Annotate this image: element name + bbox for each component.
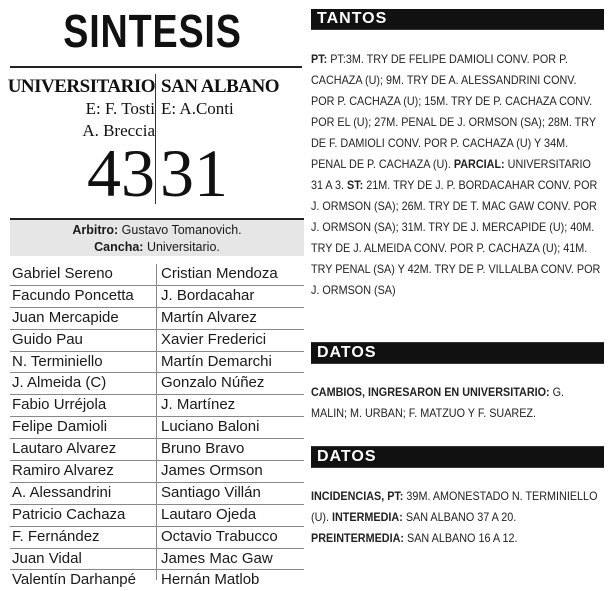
intermedia-label: INTERMEDIA: — [332, 510, 403, 524]
datos2-text — [311, 486, 601, 549]
intermedia-text: SAN ALBANO 37 A 20. — [405, 510, 517, 524]
home-assistant-coach: A. Breccia — [82, 121, 155, 140]
home-player: Guido Pau — [12, 330, 83, 348]
datos1-header: DATOS — [311, 343, 604, 363]
left-column — [0, 0, 305, 590]
away-team-name: SAN ALBANO — [161, 76, 279, 97]
tantos-header: TANTOS — [311, 9, 604, 29]
away-player: J. Martínez — [161, 396, 236, 414]
away-player: Bruno Bravo — [161, 440, 245, 458]
datos2-header: DATOS — [311, 447, 604, 467]
away-player: Martín Demarchi — [161, 352, 272, 370]
parcial-label: PARCIAL: — [453, 157, 505, 171]
home-player: Fabio Urréjola — [12, 396, 107, 414]
datos1-text — [311, 382, 601, 424]
home-score: 43 — [87, 135, 155, 211]
title-rule — [10, 66, 302, 68]
home-player: A. Alessandrini — [12, 483, 112, 501]
home-player: J. Almeida (C) — [12, 374, 107, 392]
roster-row — [10, 483, 304, 505]
referee-value: Gustavo Tomanovich. — [121, 223, 242, 237]
roster-row — [10, 373, 304, 395]
away-player: Xavier Frederici — [161, 330, 267, 348]
roster-row — [10, 439, 304, 461]
away-player: James Mac Gaw — [161, 549, 273, 567]
score-divider — [155, 74, 156, 204]
home-team-name: UNIVERSITARIO — [7, 76, 155, 97]
roster-row — [10, 352, 304, 374]
parcial-text: UNIVERSITARIO 31 A 3. — [311, 157, 591, 192]
roster-row — [10, 395, 304, 417]
away-score: 31 — [160, 135, 228, 211]
away-player: Gonzalo Núñez — [161, 374, 265, 392]
home-player: Patricio Cachaza — [12, 505, 126, 523]
venue-label: Cancha: — [94, 240, 144, 254]
home-player: N. Terminiello — [12, 352, 103, 370]
referee-label: Arbitro: — [72, 223, 119, 237]
away-player: Octavio Trabucco — [161, 527, 278, 545]
roster-table — [10, 264, 304, 591]
st-label: ST: — [347, 178, 364, 192]
away-player: Hernán Matlob — [161, 571, 260, 589]
datos2-rule — [311, 467, 604, 468]
home-coach: E: F. Tosti — [85, 99, 155, 118]
home-player: Juan Mercapide — [12, 308, 119, 326]
pt-label: PT: — [311, 52, 328, 66]
venue-line — [10, 239, 304, 256]
home-player: Lautaro Alvarez — [12, 440, 117, 458]
home-player: Gabriel Sereno — [12, 265, 113, 282]
incidencias-label: INCIDENCIAS, PT: — [311, 489, 404, 503]
match-info-box — [10, 218, 304, 256]
referee-line — [10, 222, 304, 239]
away-player: J. Bordacahar — [161, 286, 255, 304]
away-player: James Ormson — [161, 462, 263, 480]
st-text: 21M. TRY DE J. P. BORDACAHAR CONV. POR J. ORMSON (SA); 26M. TRY DE T. MAC GAW CONV. POR J. ORMSON (SA); 31M. TRY DE J. MERCAPIDE (U); 40M. TRY DE J. ALMEIDA CONV. POR P. CACHAZA (U); 41M. TRY PENAL (SA) Y 42M. TRY DE P. VILLALBA CONV. POR J. ORMSON (SA) — [311, 178, 601, 297]
roster-row — [10, 264, 304, 286]
roster-row — [10, 330, 304, 352]
away-coach: E: A.Conti — [161, 99, 234, 118]
roster-row — [10, 570, 304, 591]
away-player: Cristian Mendoza — [161, 265, 278, 282]
away-player: Santiago Villán — [161, 483, 261, 501]
roster-divider — [156, 264, 157, 580]
venue-value: Universitario. — [146, 240, 220, 254]
home-player: Felipe Damioli — [12, 418, 108, 436]
away-player: Martín Alvarez — [161, 308, 257, 326]
away-player: Luciano Baloni — [161, 418, 260, 436]
preintermedia-text: SAN ALBANO 16 A 12. — [407, 531, 518, 545]
roster-row — [10, 461, 304, 483]
page-title: SINTESIS — [63, 5, 242, 57]
roster-row — [10, 549, 304, 571]
cambios-text: G. MALIN; M. URBAN; F. MATZUO Y F. SUAREZ. — [311, 385, 565, 420]
roster-row — [10, 527, 304, 549]
home-player: Facundo Poncetta — [12, 286, 134, 304]
away-player: Lautaro Ojeda — [161, 505, 257, 523]
home-player: Juan Vidal — [12, 549, 82, 567]
preintermedia-label: PREINTERMEDIA: — [311, 531, 405, 545]
cambios-label: CAMBIOS, INGRESARON EN UNIVERSITARIO: — [311, 385, 550, 399]
roster-row — [10, 505, 304, 527]
home-player: F. Fernández — [12, 527, 100, 545]
tantos-text — [311, 49, 601, 301]
tantos-rule — [311, 29, 604, 30]
datos1-rule — [311, 363, 604, 364]
roster-row — [10, 308, 304, 330]
roster-row — [10, 417, 304, 439]
home-player: Valentín Darhanpé — [12, 571, 136, 589]
home-player: Ramiro Alvarez — [12, 462, 114, 480]
roster-row — [10, 286, 304, 308]
pt-text: PT:3M. TRY DE FELIPE DAMIOLI CONV. POR P. CACHAZA (U); 9M. TRY DE A. ALESSANDRINI CONV. POR P. CACHAZA (U); 15M. TRY DE P. CACHAZA CONV. POR EL (U); 27M. PENAL DE J. ORMSON (SA); 28M. TRY DE F. DAMIOLI CONV. POR P. CACHAZA (U) Y 34M. PENAL DE P. CACHAZA (U). — [311, 52, 596, 171]
incidencias-text: 39M. AMONESTADO N. TERMINIELLO (U). — [311, 489, 598, 524]
